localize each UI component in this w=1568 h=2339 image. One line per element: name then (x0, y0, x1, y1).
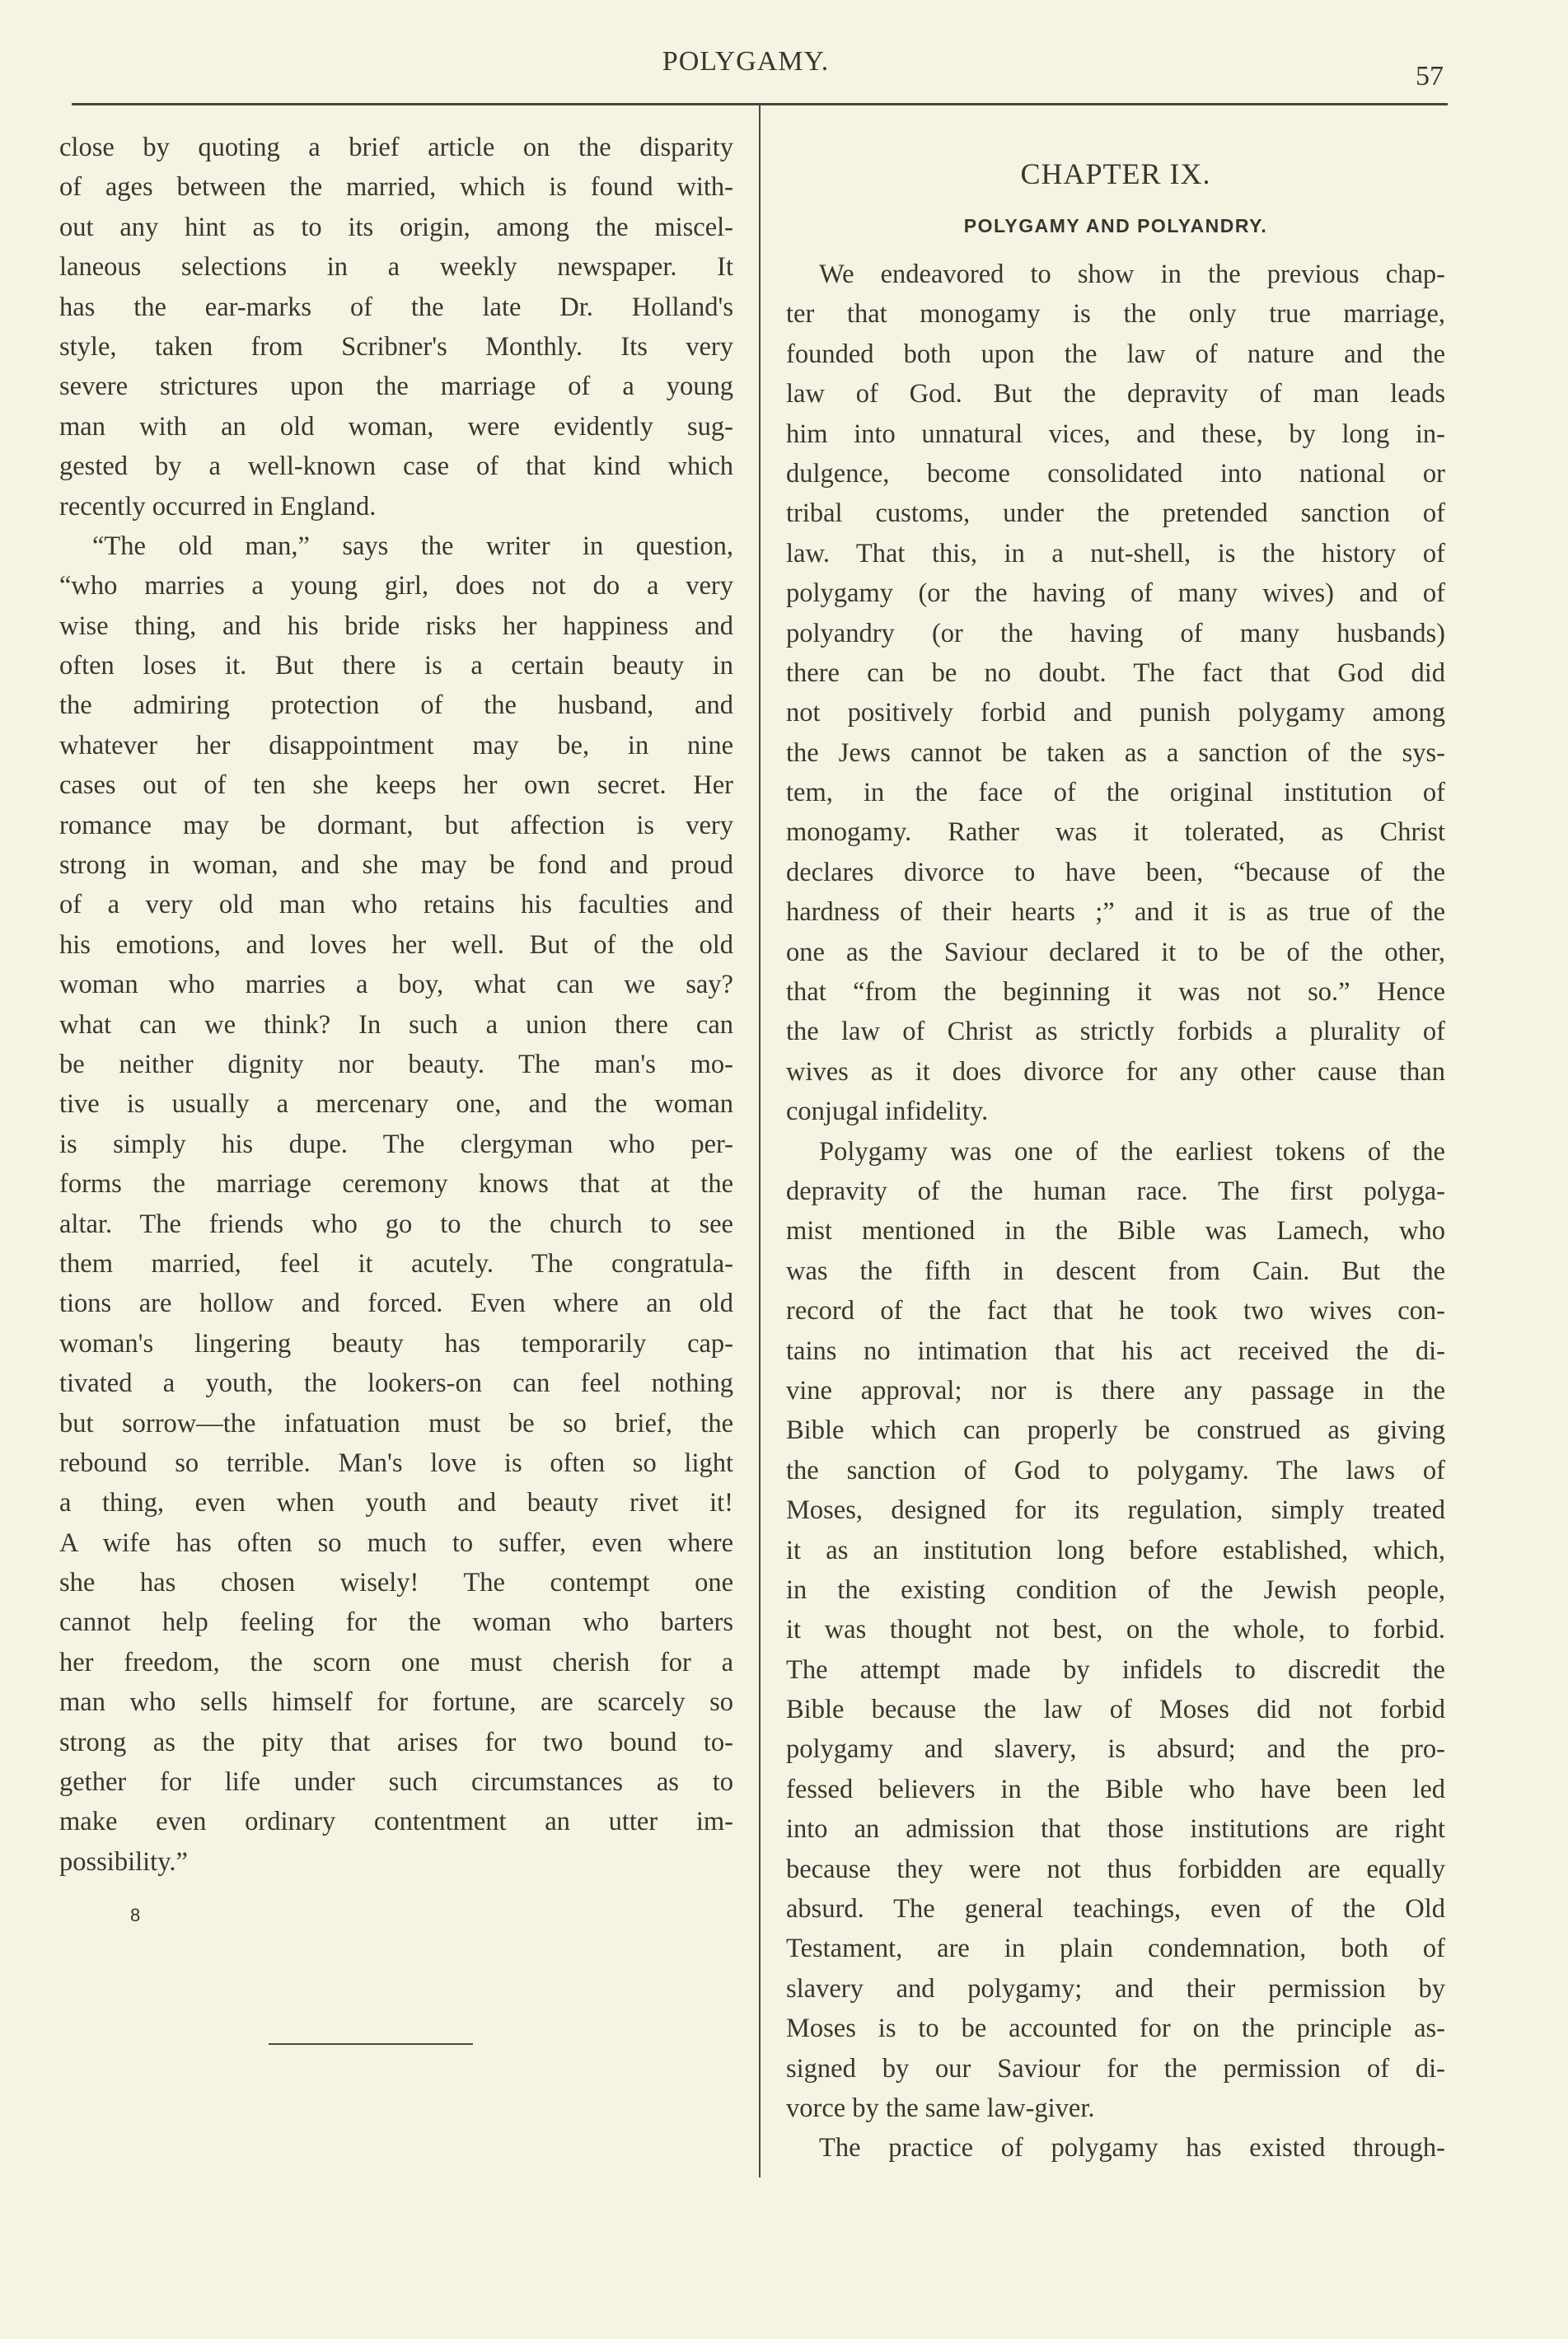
text-line: a thing, even when youth and beauty rivet it! (59, 1488, 733, 1518)
text-line: what can we think? In such a union there can (59, 1009, 733, 1040)
text-line: vorce by the same law-giver. (786, 2093, 1095, 2123)
text-line: wise thing, and his bride risks her happiness and (59, 610, 733, 641)
text-line: laneous selections in a weekly newspaper. It (59, 252, 733, 283)
text-line: of ages between the married, which is found with- (59, 172, 733, 203)
text-line: record of the fact that he took two wives con- (786, 1296, 1445, 1326)
page-number: 57 (1416, 61, 1444, 91)
text-line: strong in woman, and she may be fond and proud (59, 850, 733, 881)
text-line: man with an old woman, were evidently sug- (59, 411, 733, 442)
text-line: is simply his dupe. The clergyman who per- (59, 1129, 733, 1159)
text-line: depravity of the human race. The first polyga- (786, 1176, 1445, 1206)
text-line: him into unnatural vices, and these, by long in- (786, 419, 1445, 449)
text-line: “The old man,” says the writer in question, (92, 531, 733, 561)
text-line: the sanction of God to polygamy. The laws of (786, 1455, 1445, 1485)
text-line: ter that monogamy is the only true marriage, (786, 299, 1445, 330)
text-line: cases out of ten she keeps her own secret. Her (59, 770, 733, 801)
text-line: has the ear-marks of the late Dr. Holland's (59, 292, 733, 322)
text-line: strong as the pity that arises for two bound to- (59, 1727, 733, 1757)
text-line: polygamy (or the having of many wives) and of (786, 578, 1445, 609)
text-line: into an admission that those institutions are right (786, 1814, 1445, 1845)
text-line: his emotions, and loves her well. But of the old (59, 929, 733, 960)
column-divider (759, 105, 761, 2178)
text-line: tem, in the face of the original institution of (786, 778, 1445, 808)
text-line: signed by our Saviour for the permission of di- (786, 2053, 1445, 2084)
text-line: dulgence, become consolidated into national or (786, 458, 1445, 489)
text-line: Bible which can properly be construed as giving (786, 1415, 1445, 1446)
text-line: law. That this, in a nut-shell, is the history of (786, 538, 1445, 568)
signature-mark: 8 (130, 1905, 141, 1925)
text-line: close by quoting a brief article on the disparity (59, 133, 733, 162)
text-line: declares divorce to have been, “because of the (786, 857, 1445, 887)
text-line: slavery and polygamy; and their permission by (786, 1973, 1445, 2004)
text-line: woman's lingering beauty has temporarily cap- (59, 1328, 733, 1359)
text-line: not positively forbid and punish polygamy among (786, 698, 1445, 728)
text-line: be neither dignity nor beauty. The man's mo- (59, 1049, 733, 1079)
text-line: possibility.” (59, 1846, 188, 1877)
text-line: the Jews cannot be taken as a sanction of the sys- (786, 737, 1445, 768)
text-line: Moses, designed for its regulation, simply treated (786, 1495, 1445, 1526)
text-line: gether for life under such circumstances as to (59, 1767, 733, 1798)
text-line: rebound so terrible. Man's love is often so light (59, 1448, 733, 1478)
text-line: mist mentioned in the Bible was Lamech, who (786, 1216, 1445, 1247)
text-line: man who sells himself for fortune, are scarcely so (59, 1687, 733, 1718)
text-line: law of God. But the depravity of man leads (786, 379, 1445, 409)
text-line: of a very old man who retains his faculties and (59, 890, 733, 920)
text-line: them married, feel it acutely. The congratula- (59, 1248, 733, 1279)
text-line: woman who marries a boy, what can we say? (59, 970, 733, 1000)
running-title: POLYGAMY. (662, 46, 830, 77)
text-line: Testament, are in plain condemnation, both of (786, 1934, 1445, 1964)
right-column (786, 255, 1445, 2168)
text-line: it was thought not best, on the whole, to forbid. (786, 1615, 1445, 1645)
text-line: vine approval; nor is there any passage in the (786, 1375, 1445, 1406)
text-line: the law of Christ as strictly forbids a plurality of (786, 1017, 1445, 1047)
text-line: the admiring protection of the husband, and (59, 690, 733, 721)
text-line: Bible because the law of Moses did not forbid (786, 1695, 1445, 1725)
text-line: tive is usually a mercenary one, and the woman (59, 1089, 733, 1120)
text-line: make even ordinary contentment an utter im- (59, 1807, 733, 1837)
text-line: conjugal infidelity. (786, 1097, 989, 1127)
text-line: The practice of polygamy has existed through- (819, 2133, 1445, 2164)
text-line: that “from the beginning it was not so.” Hence (786, 977, 1445, 1008)
text-line: A wife has often so much to suffer, even where (59, 1527, 733, 1558)
text-line: monogamy. Rather was it tolerated, as Christ (786, 817, 1445, 848)
text-line: polygamy and slavery, is absurd; and the pro- (786, 1734, 1445, 1765)
text-line: was the fifth in descent from Cain. But the (786, 1256, 1445, 1286)
text-line: out any hint as to its origin, among the miscel- (59, 212, 733, 242)
text-line: We endeavored to show in the previous chap- (819, 260, 1445, 289)
text-line: but sorrow—the infatuation must be so brief, the (59, 1408, 733, 1438)
text-line: altar. The friends who go to the church to see (59, 1209, 733, 1239)
text-line: “who marries a young girl, does not do a very (59, 571, 733, 601)
text-line: severe strictures upon the marriage of a young (59, 372, 733, 402)
text-line: recently occurred in England. (59, 491, 377, 522)
text-line: gested by a well-known case of that kind which (59, 451, 733, 482)
text-line: she has chosen wisely! The contempt one (59, 1568, 733, 1598)
text-line: wives as it does divorce for any other cause than (786, 1056, 1445, 1087)
text-line: tribal customs, under the pretended sanction of (786, 498, 1445, 529)
text-line: founded both upon the law of nature and the (786, 339, 1445, 369)
text-line: there can be no doubt. The fact that God did (786, 657, 1445, 688)
text-line: Moses is to be accounted for on the principle as- (786, 2014, 1445, 2044)
text-line: Polygamy was one of the earliest tokens of the (819, 1136, 1445, 1167)
text-line: hardness of their hearts ;” and it is as true of the (786, 897, 1445, 928)
text-line: romance may be dormant, but affection is very (59, 810, 733, 840)
text-line: fessed believers in the Bible who have been led (786, 1774, 1445, 1804)
text-line: style, taken from Scribner's Monthly. Its very (59, 331, 733, 362)
left-column (59, 128, 733, 1882)
text-line: because they were not thus forbidden are equally (786, 1854, 1445, 1884)
text-line: her freedom, the scorn one must cherish for a (59, 1647, 733, 1677)
text-line: tions are hollow and forced. Even where an old (59, 1289, 733, 1319)
chapter-title: CHAPTER IX. (1020, 157, 1211, 190)
text-line: whatever her disappointment may be, in nine (59, 730, 733, 760)
text-line: often loses it. But there is a certain beauty in (59, 651, 733, 681)
text-line: tivated a youth, the lookers-on can feel nothing (59, 1368, 733, 1399)
text-line: it as an institution long before established, which, (786, 1535, 1445, 1565)
text-line: absurd. The general teachings, even of the Old (786, 1894, 1445, 1925)
text-line: The attempt made by infidels to discredit the (786, 1654, 1445, 1685)
text-line: tains no intimation that his act received the di- (786, 1336, 1445, 1366)
text-line: forms the marriage ceremony knows that at the (59, 1169, 733, 1200)
text-line: one as the Saviour declared it to be of the other, (786, 937, 1445, 967)
text-line: polyandry (or the having of many husbands) (786, 618, 1445, 648)
text-line: cannot help feeling for the woman who barters (59, 1607, 733, 1638)
end-rule (269, 2043, 473, 2045)
chapter-subtitle: POLYGAMY AND POLYANDRY. (963, 215, 1268, 236)
text-line: in the existing condition of the Jewish people, (786, 1574, 1445, 1605)
